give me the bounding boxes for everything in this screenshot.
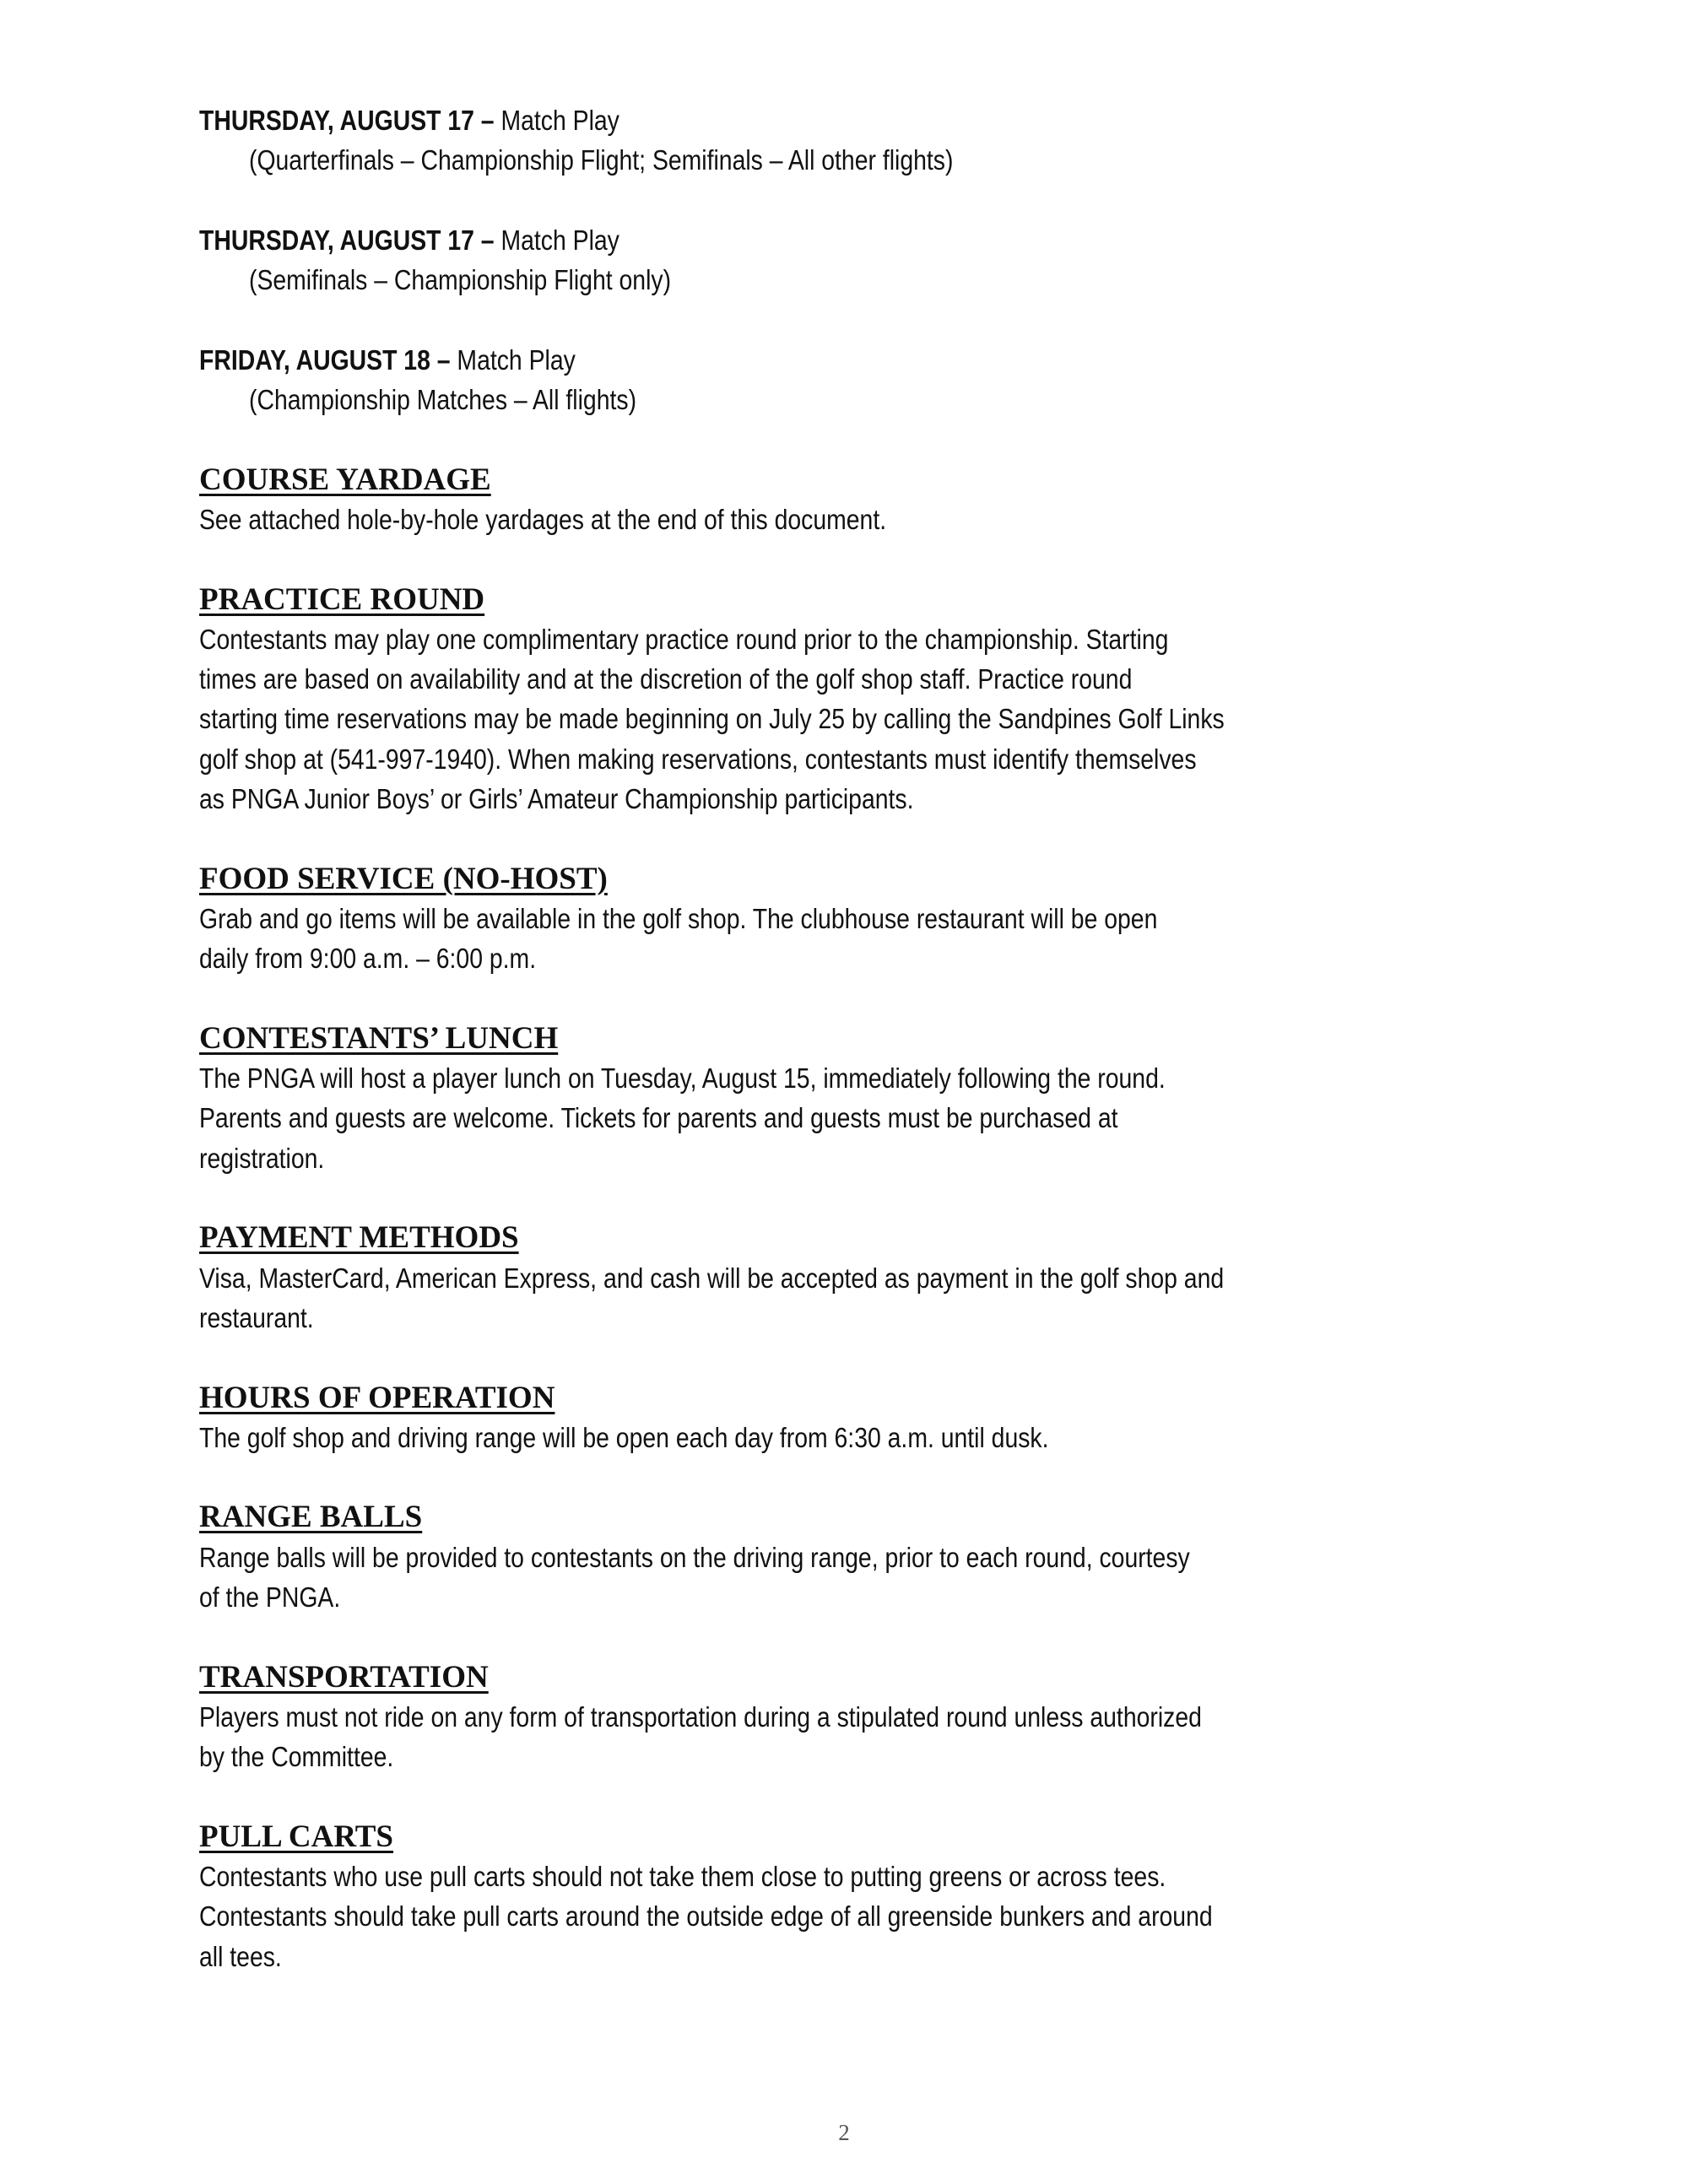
- schedule-detail: (Quarterfinals – Championship Flight; Semifinals – All other flights): [249, 144, 954, 176]
- section-body-line: restaurant.: [199, 1301, 314, 1333]
- section-body-line: See attached hole-by-hole yardages at the end of this document.: [199, 503, 887, 535]
- section-body-line: registration.: [199, 1142, 325, 1174]
- schedule-day-line: [199, 220, 1332, 260]
- schedule-event: Match Play: [450, 343, 576, 376]
- section-heading-text: FOOD SERVICE (NO-HOST): [199, 861, 608, 896]
- schedule-entry: [199, 100, 1516, 181]
- section-body-line: as PNGA Junior Boys’ or Girls’ Amateur Championship participants.: [199, 783, 914, 815]
- section-heading-text: HOURS OF OPERATION: [199, 1380, 555, 1415]
- document-page: [199, 100, 1516, 2016]
- section-heading: [199, 1497, 1516, 1537]
- section-body-line: Grab and go items will be available in the golf shop. The clubhouse restaurant will be open: [199, 902, 1158, 934]
- section-body-line: all tees.: [199, 1940, 282, 1972]
- section-heading: [199, 1019, 1516, 1058]
- section-heading: [199, 1218, 1516, 1257]
- section-body-line: The golf shop and driving range will be open each day from 6:30 a.m. until dusk.: [199, 1421, 1049, 1453]
- section-heading: [199, 580, 1516, 619]
- section-heading: [199, 1378, 1516, 1418]
- match-schedule: [199, 100, 1516, 419]
- section-heading-text: CONTESTANTS’ LUNCH: [199, 1020, 559, 1056]
- section-body-line: golf shop at (541-997-1940). When making reservations, contestants must identify themselves: [199, 743, 1197, 775]
- page-number: 2: [838, 2120, 850, 2145]
- section-heading-text: RANGE BALLS: [199, 1500, 423, 1535]
- section-body-line: Contestants should take pull carts around the outside edge of all greenside bunkers and around: [199, 1900, 1213, 1933]
- section-heading: [199, 460, 1516, 500]
- section-body-line: Range balls will be provided to contestants on the driving range, prior to each round, courtesy: [199, 1541, 1190, 1573]
- info-sections: [199, 460, 1516, 1976]
- section-heading-text: TRANSPORTATION: [199, 1659, 489, 1695]
- section-body-line: times are based on availability and at the discretion of the golf shop staff. Practice round: [199, 663, 1133, 695]
- section-heading-text: COURSE YARDAGE: [199, 462, 491, 497]
- section-body-line: Visa, MasterCard, American Express, and cash will be accepted as payment in the golf shop and: [199, 1262, 1225, 1294]
- schedule-detail: (Championship Matches – All flights): [249, 384, 637, 416]
- section-contestants-lunch: [199, 1019, 1516, 1178]
- section-heading: [199, 1817, 1516, 1857]
- schedule-day-line: [199, 100, 1332, 140]
- section-body-line: of the PNGA.: [199, 1581, 341, 1613]
- section-practice-round: [199, 580, 1516, 819]
- section-body-line: starting time reservations may be made beginning on July 25 by calling the Sandpines Golf Links: [199, 703, 1225, 735]
- schedule-entry: [199, 340, 1516, 420]
- schedule-detail: (Semifinals – Championship Flight only): [249, 264, 672, 296]
- schedule-event: Match Play: [494, 105, 619, 136]
- schedule-day: THURSDAY, AUGUST 17 –: [199, 105, 495, 136]
- section-body-line: The PNGA will host a player lunch on Tuesday, August 15, immediately following the round.: [199, 1062, 1166, 1095]
- section-body-line: Contestants may play one complimentary practice round prior to the championship. Starting: [199, 623, 1169, 655]
- section-pull-carts: [199, 1817, 1516, 1976]
- schedule-entry: [199, 220, 1516, 300]
- section-payment-methods: [199, 1218, 1516, 1338]
- section-body-line: Parents and guests are welcome. Tickets for parents and guests must be purchased at: [199, 1102, 1118, 1134]
- section-heading-text: PULL CARTS: [199, 1819, 394, 1854]
- section-transportation: [199, 1657, 1516, 1777]
- section-range-balls: [199, 1497, 1516, 1617]
- section-body-line: Contestants who use pull carts should not take them close to putting greens or across tees.: [199, 1861, 1166, 1893]
- section-hours-of-operation: [199, 1378, 1516, 1458]
- schedule-day-line: [199, 340, 1332, 380]
- section-heading: [199, 859, 1516, 899]
- section-body-line: daily from 9:00 a.m. – 6:00 p.m.: [199, 943, 537, 975]
- section-body-line: by the Committee.: [199, 1741, 394, 1773]
- section-heading: [199, 1657, 1516, 1697]
- section-heading-text: PRACTICE ROUND: [199, 581, 485, 617]
- schedule-day: THURSDAY, AUGUST 17 –: [199, 224, 495, 256]
- section-body-line: Players must not ride on any form of transportation during a stipulated round unless authorized: [199, 1700, 1202, 1733]
- schedule-event: Match Play: [494, 224, 619, 256]
- schedule-day: FRIDAY, AUGUST 18 –: [199, 343, 451, 376]
- section-heading-text: PAYMENT METHODS: [199, 1220, 519, 1256]
- section-food-service-no-host: [199, 859, 1516, 979]
- section-course-yardage: [199, 460, 1516, 540]
